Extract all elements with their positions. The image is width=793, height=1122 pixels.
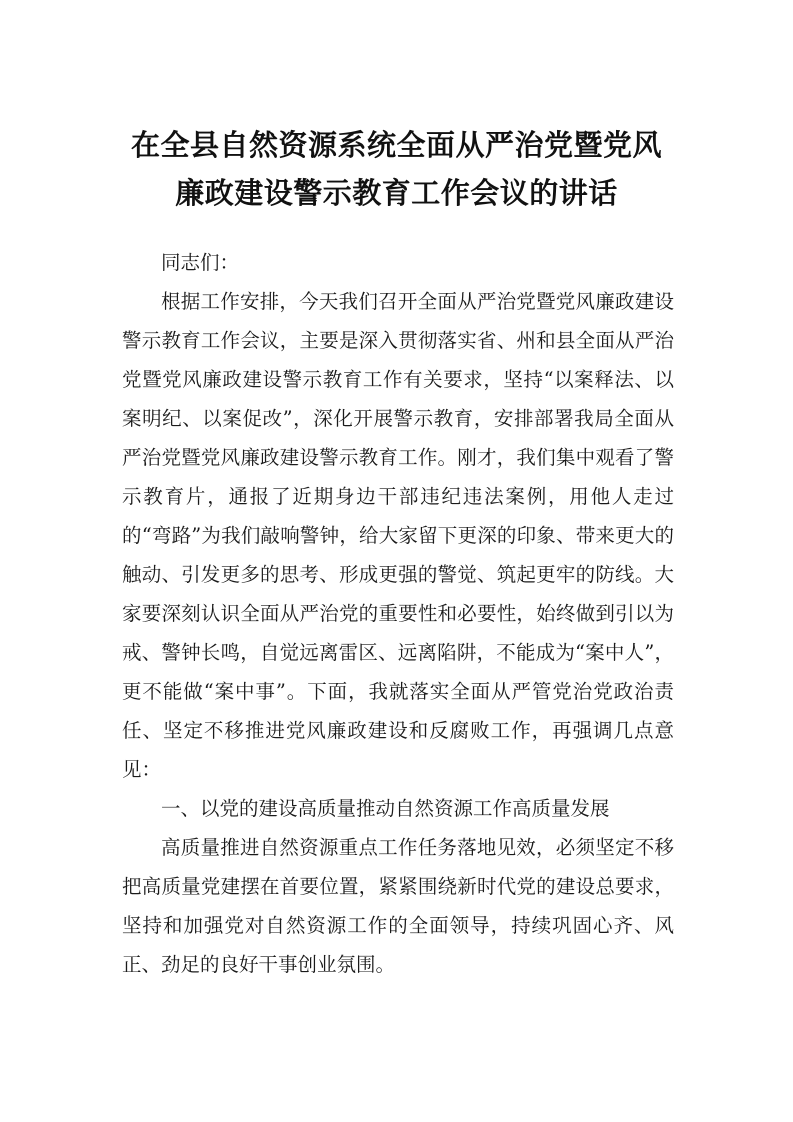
paragraph-section-1: 高质量推进自然资源重点工作任务落地见效，必须坚定不移把高质量党建摆在首要位置，紧紧围绕新时代党的建设总要求，坚持和加强党对自然资源工作的全面领导，持续巩固心齐、风正、劲足的良好干事创业氛围。 xyxy=(122,836,674,976)
section-heading-1: 一、以党的建设高质量推动自然资源工作高质量发展 xyxy=(161,797,610,820)
title-line-1: 在全县自然资源系统全面从严治党暨党风 xyxy=(130,128,662,162)
paragraph-intro: 根据工作安排，今天我们召开全面从严治党暨党风廉政建设警示教育工作会议，主要是深入贯彻落实省、州和县全面从严治党暨党风廉政建设警示教育工作有关要求，坚持“以案释法、以案明纪、以案促改”，深化开展警示教育，安排部署我局全面从严治党暨党风廉政建设警示教育工作。刚才，我们集中观看了警示教育片，通报了近期身边干部违纪违法案例，用他人走过的“弯路”为我们敲响警钟，给大家留下更深的印象、带来更大的触动、引发更多的思考、形成更强的警觉、筑起更牢的防线。大家要深刻认识全面从严治党的重要性和必要性，始终做到引以为戒、警钟长鸣，自觉远离雷区、远离陷阱，不能成为“案中人”，更不能做“案中事”。下面，我就落实全面从严管党治党政治责任、坚定不移推进党风廉政建设和反腐败工作，再强调几点意见： xyxy=(122,290,674,781)
salutation: 同志们： xyxy=(161,251,240,274)
title-line-2: 廉政建设警示教育工作会议的讲话 xyxy=(175,176,618,210)
document-body xyxy=(122,243,674,984)
document-title xyxy=(120,121,673,217)
